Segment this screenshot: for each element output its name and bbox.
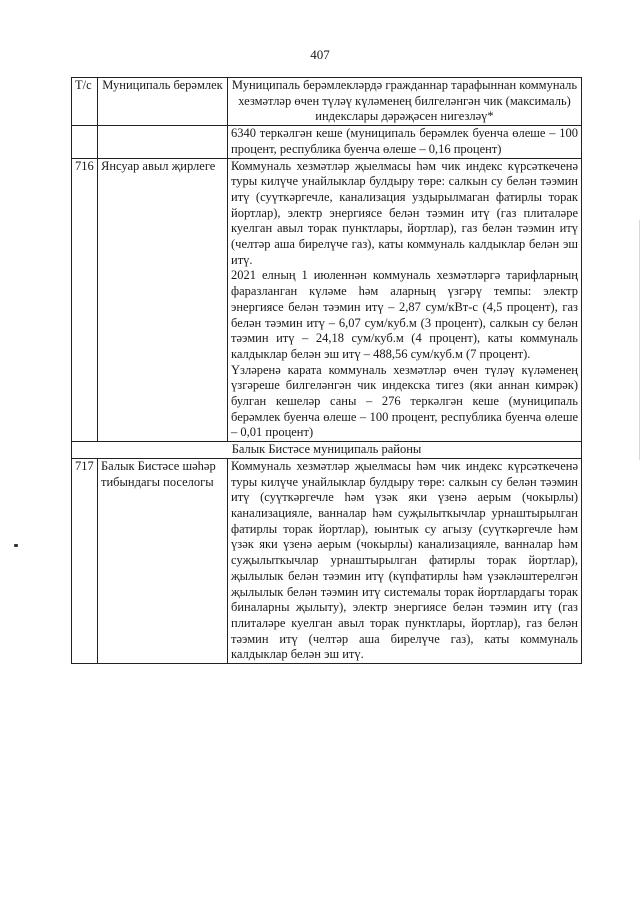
header-number: Т/с	[72, 78, 98, 126]
row-description	[228, 126, 582, 158]
page-number: 407	[310, 47, 330, 62]
region-title: Балык Бистәсе муниципаль районы	[72, 442, 582, 459]
table-row	[72, 458, 582, 663]
description-paragraph: Үзләренә карата коммуналь хезмәтләр өчен түләү күләменең үзгәреше билгеләнгән чик индекска тигез (яки аннан кимрәк) булган кешеләр саны – 276 теркәлгән кеше (муниципаль берәмлек буенча өлеше – 100 процент, республика буенча өлеше – 0,01 процент)	[231, 362, 578, 440]
table-row	[72, 126, 582, 158]
region-row	[72, 442, 582, 459]
row-description	[228, 158, 582, 442]
scan-speck	[14, 544, 18, 547]
description-paragraph: Коммуналь хезмәтләр җыелмасы һәм чик индекс күрсәткеченә туры килүче унайлыклар булдыру төре: салкын су белән тәэмин итү (суүткәргечле, канализация уздырылмаган фатирлы торак йортлар), электр энергиясе белән тәэмин итү (газ плиталәре куелган авыл торак пунктлары, йортлар), газ белән тәэмин итү (челтәр аша бирелүче газ), каты коммуналь калдыклар белән эш итү.	[231, 158, 578, 267]
row-municipality: Балык Бистәсе шәһәр тибындагы поселогы	[98, 458, 228, 663]
description-paragraph: 6340 теркәлгән кеше (муниципаль берәмлек буенча өлеше – 100 процент, республика буенча өлеше – 0,16 процент)	[231, 126, 578, 156]
row-description	[228, 458, 582, 663]
row-number: 717	[72, 458, 98, 663]
table-row	[72, 158, 582, 442]
description-paragraph: Коммуналь хезмәтләр җыелмасы һәм чик индекс күрсәткеченә туры килүче унайлыклар булдыру төре: салкын су белән тәэмин итү (суүткәргечле һәм үзәк яки үзенә аерым (чокырлы) канализацияле, ванналар һәм суҗылыткычлар урнаштырылган фатирлы торак йортлар), юынтык су агызу (суүткәргечле һәм үзәк яки үзенә аерым (чокырлы) канализацияле, ванналар һәм суҗылыткычлар урнаштырылган фатирлы торак йортлар), җылылык белән тәэмин итү (күпфатирлы һәм үзәкләштерелгән җылылык белән тәэмин итү системалы торак йортлардагы торак биналарны җылыту), электр энергиясе белән тәэмин итү (газ плиталәре куелган авыл торак пунктлары, йортлар), газ белән тәэмин итү (челтәр аша бирелүче газ), каты коммуналь калдыклар белән эш итү.	[231, 458, 578, 662]
row-municipality: Янсуар авыл җирлеге	[98, 158, 228, 442]
table-header-row	[72, 78, 582, 126]
tariff-index-table	[71, 77, 582, 664]
header-municipality: Муниципаль берәмлек	[98, 78, 228, 126]
header-index: Муниципаль берәмлекләрдә гражданнар тарафыннан коммуналь хезмәтләр өчен түләү күләменең билгеләнгән чик (максималь) индекслары дәрәҗәсен нигезләү*	[228, 78, 582, 126]
row-number: 716	[72, 158, 98, 442]
row-number	[72, 126, 98, 158]
description-paragraph: 2021 елның 1 июленнән коммуналь хезмәтләргә тарифларның фаразланган күләме һәм аларның үзгәрү темпы: электр энергиясе белән тәэмин итү – 2,87 сум/кВт-с (4,5 процент), газ белән тәэмин итү – 6,07 сум/куб.м (3 процент), салкын су белән тәэмин итү – 24,18 сум/куб.м (4 процент), каты коммуналь калдыклар белән эш итү – 488,56 сум/куб.м (7 процент).	[231, 268, 578, 361]
row-municipality	[98, 126, 228, 158]
